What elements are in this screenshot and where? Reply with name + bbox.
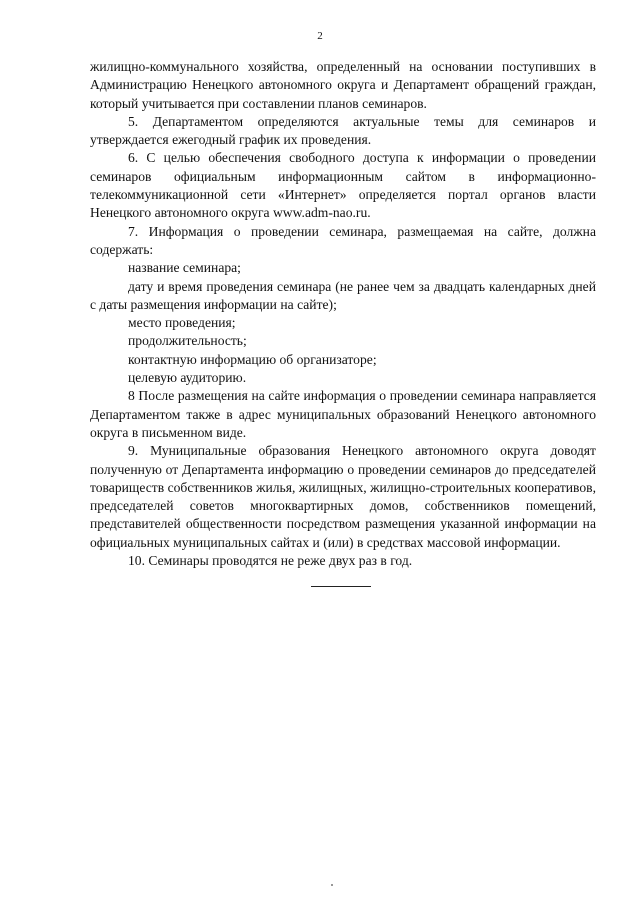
paragraph-6: 6. С целью обеспечения свободного доступа к информации о проведении семинаров официальным информационным сайтом в информационно-телекоммуникационной сети «Интернет» определяется портал органов власти Ненецкого автономного округа www.adm-nao.ru.	[90, 150, 596, 221]
list-item-audience: целевую аудиторию.	[128, 370, 247, 386]
scan-artifact-dot	[331, 884, 333, 886]
list-item-place: место проведения;	[128, 315, 236, 331]
list-item-duration: продолжительность;	[128, 333, 247, 349]
paragraph-8: 8 После размещения на сайте информация о проведении семинара направляется Департаментом также в адрес муниципальных образований Ненецкого автономного округа в письменном виде.	[90, 388, 596, 440]
list-item-name: название семинара;	[128, 260, 241, 276]
paragraph-10: 10. Семинары проводятся не реже двух раз в год.	[128, 553, 413, 569]
paragraph-9: 9. Муниципальные образования Ненецкого автономного округа доводят полученную от Департамента информацию о проведении семинаров до председателей товариществ собственников жилья, жилищных, жилищно-строительных кооперативов, председателей советов многоквартирных домов, собственников помещений, представителей общественности посредством размещения указанной информации на официальных муниципальных сайтах и (или) в средствах массовой информации.	[90, 443, 596, 550]
paragraph-continuation: жилищно-коммунального хозяйства, определенный на основании поступивших в Администрацию Ненецкого автономного округа и Департамент обращений граждан, который учитывается при составлении планов семинаров.	[90, 59, 596, 111]
paragraph-5: 5. Департаментом определяются актуальные темы для семинаров и утверждается ежегодный график их проведения.	[90, 113, 596, 148]
list-item-datetime: дату и время проведения семинара (не ранее чем за двадцать календарных дней с даты размещения информации на сайте);	[90, 278, 596, 312]
page-number: 2	[317, 30, 323, 42]
end-divider-line	[311, 586, 371, 587]
list-item-contact: контактную информацию об организаторе;	[128, 351, 377, 367]
document-body	[90, 58, 596, 570]
paragraph-7: 7. Информация о проведении семинара, размещаемая на сайте, должна содержать:	[90, 223, 596, 257]
